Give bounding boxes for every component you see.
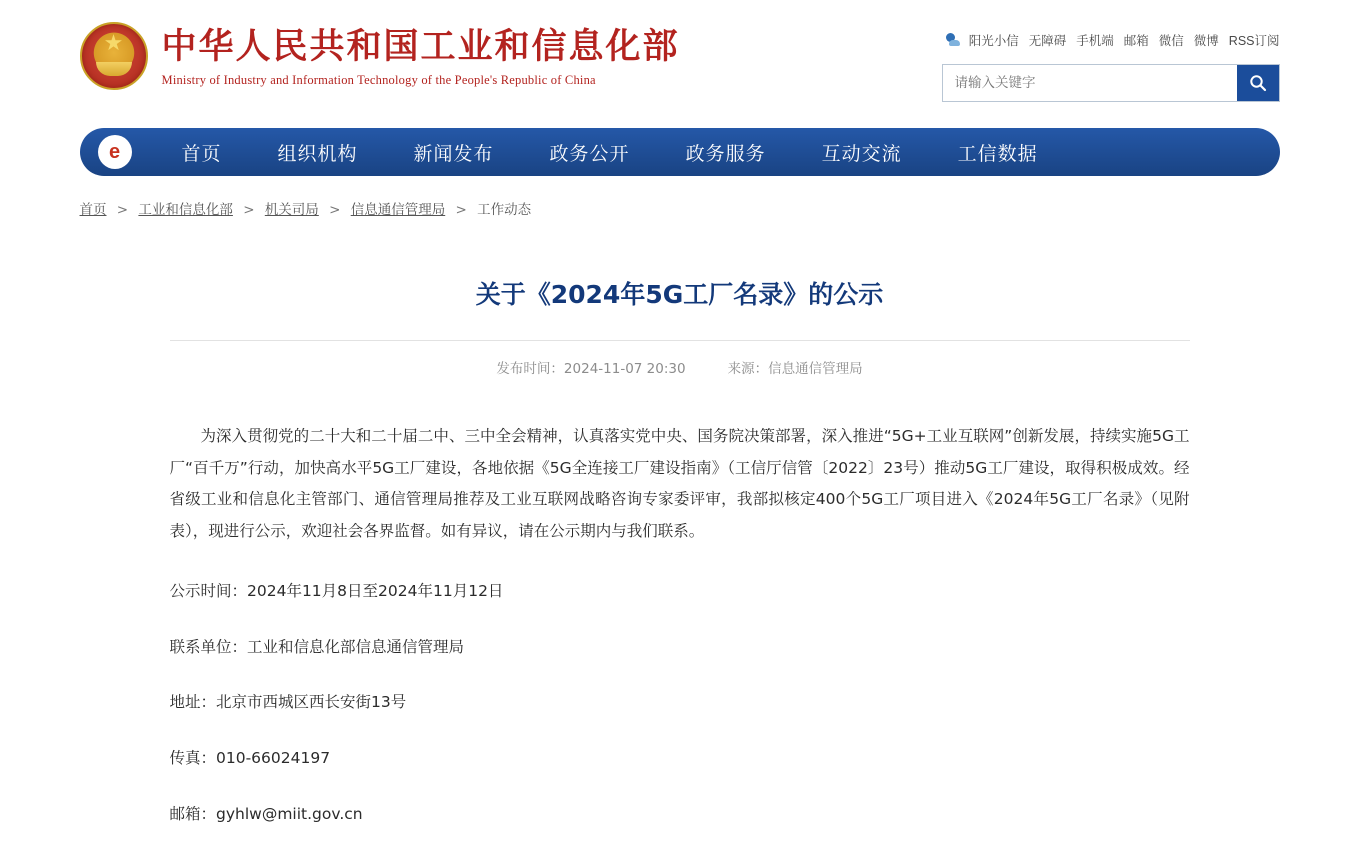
nav-logo-icon: e xyxy=(98,135,132,169)
breadcrumb-separator: > xyxy=(455,202,467,218)
article-paragraph: 邮箱：gyhlw@miit.gov.cn xyxy=(169,804,363,823)
page-title: 关于《2024年5G工厂名录》的公示 xyxy=(475,279,884,309)
breadcrumb xyxy=(80,198,1280,218)
top-link-mobile[interactable]: 手机端 xyxy=(1076,34,1114,48)
article-paragraph: 地址：北京市西城区西长安街13号 xyxy=(169,693,407,712)
breadcrumb-item-home[interactable]: 首页 xyxy=(79,202,107,218)
nav-item-affairs-open[interactable]: 政务公开 xyxy=(549,142,630,165)
header-right xyxy=(920,22,1280,102)
site-header xyxy=(80,0,1280,128)
top-link-mail[interactable]: 邮箱 xyxy=(1123,34,1149,48)
article-paragraph: 为深入贯彻党的二十大和二十届二中、三中全会精神，认真落实党中央、国务院决策部署，深入推进“5G+工业互联网”创新发展，持续实施5G工厂“百千万”行动，加快高水平5G工厂建设，各地依据《5G全连接工厂建设指南》（工信厅信管〔2022〕23号）推动5G工厂建设，取得积极成效。经省级工业和信息化主管部门、通信管理局推荐及工业互联网战略咨询专家委评审，我部拟核定400个5G工厂项目进入《2024年5G工厂名录》（见附表），现进行公示，欢迎社会各界监督。如有异议，请在公示期内与我们联系。 xyxy=(169,426,1190,541)
site-title-en: Ministry of Industry and Information Technology of the People's Republic of China xyxy=(161,72,596,87)
breadcrumb-item-current: 工作动态 xyxy=(477,202,532,218)
article-paragraph: 公示时间：2024年11月8日至2024年11月12日 xyxy=(169,581,504,600)
nav-item-organization[interactable]: 组织机构 xyxy=(277,142,358,165)
article-source xyxy=(728,357,863,377)
nav-item-data[interactable]: 工信数据 xyxy=(957,142,1038,165)
source-label: 来源： xyxy=(727,360,769,377)
breadcrumb-separator: > xyxy=(116,202,129,218)
top-link-sunshine[interactable]: 阳光小信 xyxy=(968,34,1019,48)
article-body xyxy=(170,377,1190,831)
top-links xyxy=(920,30,1280,50)
search-input[interactable] xyxy=(943,65,1237,101)
brand-text xyxy=(162,24,680,88)
breadcrumb-separator: > xyxy=(243,202,255,218)
nav-item-interaction[interactable]: 互动交流 xyxy=(821,142,902,165)
sun-icon xyxy=(945,33,961,47)
breadcrumb-item-departments[interactable]: 机关司局 xyxy=(264,202,319,218)
article-paragraph: 传真：010-66024197 xyxy=(169,749,331,768)
search-bar xyxy=(942,64,1280,102)
source-value: 信息通信管理局 xyxy=(768,360,863,377)
breadcrumb-item-bureau[interactable]: 信息通信管理局 xyxy=(350,202,446,218)
publish-time xyxy=(496,357,685,377)
top-link-accessibility[interactable]: 无障碍 xyxy=(1028,34,1067,48)
article xyxy=(170,218,1190,831)
site-brand[interactable] xyxy=(80,22,680,90)
article-meta xyxy=(170,341,1190,377)
main-nav xyxy=(80,128,1280,176)
nav-item-home[interactable]: 首页 xyxy=(181,142,222,165)
breadcrumb-item-miit[interactable]: 工业和信息化部 xyxy=(138,202,233,218)
breadcrumb-separator: > xyxy=(329,202,341,218)
article-paragraph: 联系单位：工业和信息化部信息通信管理局 xyxy=(169,637,465,656)
nav-item-services[interactable]: 政务服务 xyxy=(685,142,766,165)
search-icon xyxy=(1249,74,1267,92)
nav-item-news[interactable]: 新闻发布 xyxy=(413,142,494,165)
top-link-wechat[interactable]: 微信 xyxy=(1158,34,1184,48)
publish-time-value: 2024-11-07 20:30 xyxy=(563,360,686,377)
search-button[interactable] xyxy=(1237,65,1279,101)
main-nav-wrapper xyxy=(80,128,1280,176)
publish-time-label: 发布时间： xyxy=(496,360,564,377)
site-title-cn: 中华人民共和国工业和信息化部 xyxy=(161,27,680,68)
top-link-rss[interactable]: RSS订阅 xyxy=(1228,34,1280,48)
top-link-weibo[interactable]: 微博 xyxy=(1193,34,1219,48)
national-emblem-icon xyxy=(80,22,148,90)
